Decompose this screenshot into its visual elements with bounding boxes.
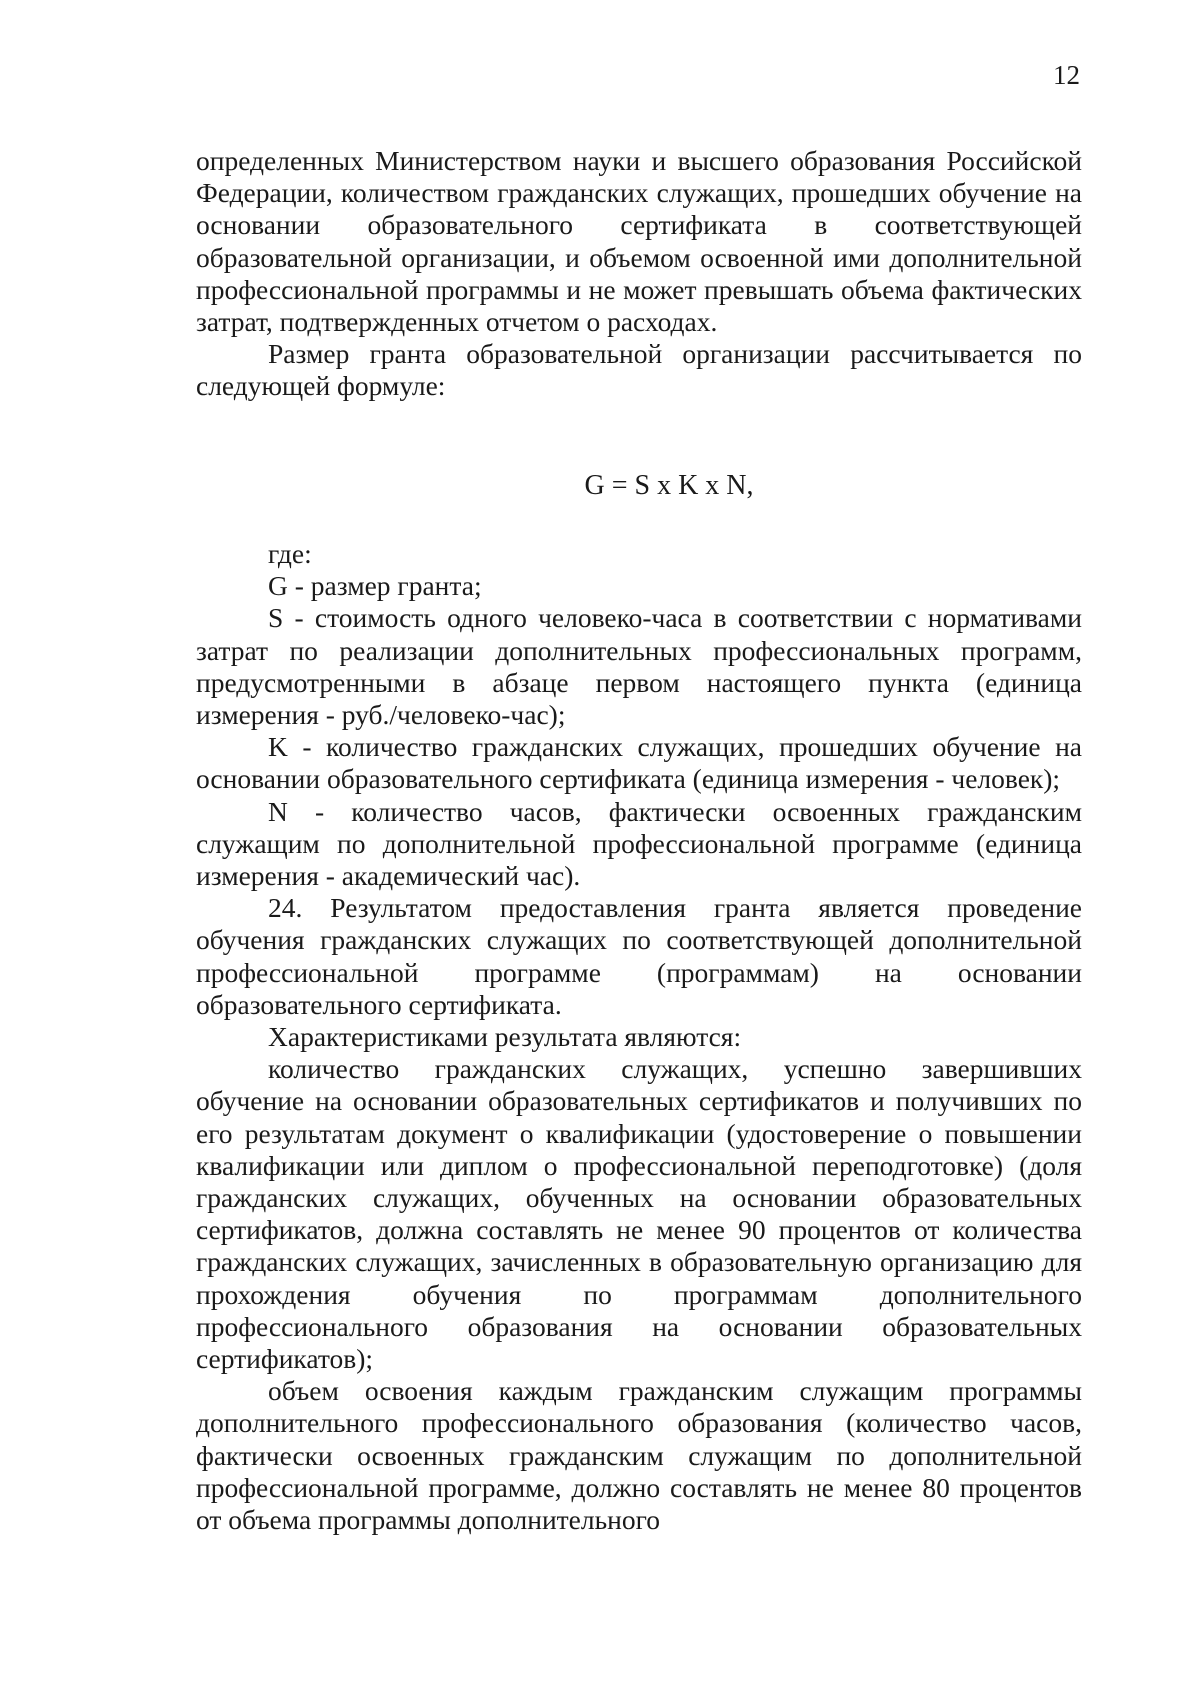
definition-n: N - количество часов, фактически освоенных гражданским служащим по дополнительной профессиональной программе (единица измерения - академический час). xyxy=(196,795,1082,892)
paragraph-grant-size-intro: Размер гранта образовательной организации рассчитывается по следующей формуле: xyxy=(196,338,1082,402)
where-label: где: xyxy=(268,538,312,569)
paragraph-funding-limits: определенных Министерством науки и высшего образования Российской Федерации, количеством гражданских служащих, прошедших обучение на основании образовательного сертификата в соответствующей образовательной организации, и объемом освоенной ими дополнительной профессиональной программы и не может превышать объема фактических затрат, подтвержденных отчетом о расходах. xyxy=(196,145,1082,338)
definition-s: S - стоимость одного человеко-часа в соответствии с нормативами затрат по реализации дополнительных профессиональных программ, предусмотренными в абзаце первом настоящего пункта (единица измерения - руб./человеко-час); xyxy=(196,602,1082,731)
characteristic-completed-count: количество гражданских служащих, успешно завершивших обучение на основании образовательных сертификатов и получивших по его результатам документ о квалификации (удостоверение о повышении квалификации или диплом о профессиональной переподготовке) (доля гражданских служащих, обученных на основании образовательных сертификатов, должна составлять не менее 90 процентов от количества гражданских служащих, зачисленных в образовательную организацию для прохождения обучения по программам дополнительного профессионального образования на основании образовательных сертификатов); xyxy=(196,1053,1082,1375)
grant-formula: G = S x K x N, xyxy=(584,470,754,501)
definition-k: K - количество гражданских служащих, прошедших обучение на основании образовательного сертификата (единица измерения - человек); xyxy=(196,731,1082,795)
definition-g: G - размер гранта; xyxy=(268,570,482,602)
page-number: 12 xyxy=(1053,60,1080,90)
formula-block xyxy=(196,470,1082,502)
definitions-block xyxy=(196,538,1082,1536)
paragraph-24-result: 24. Результатом предоставления гранта является проведение обучения гражданских служащих по соответствующей дополнительной профессиональной программе (программам) на основании образовательного сертификата. xyxy=(196,892,1082,1020)
main-text-block xyxy=(196,145,1082,403)
characteristics-heading: Характеристиками результата являются: xyxy=(268,1021,742,1053)
characteristic-program-volume: объем освоения каждым гражданским служащим программы дополнительного профессионального образования (количество часов, фактически освоенных гражданским служащим по дополнительной профессиональной программе, должно составлять не менее 80 процентов от объема программы дополнительного xyxy=(196,1375,1082,1536)
